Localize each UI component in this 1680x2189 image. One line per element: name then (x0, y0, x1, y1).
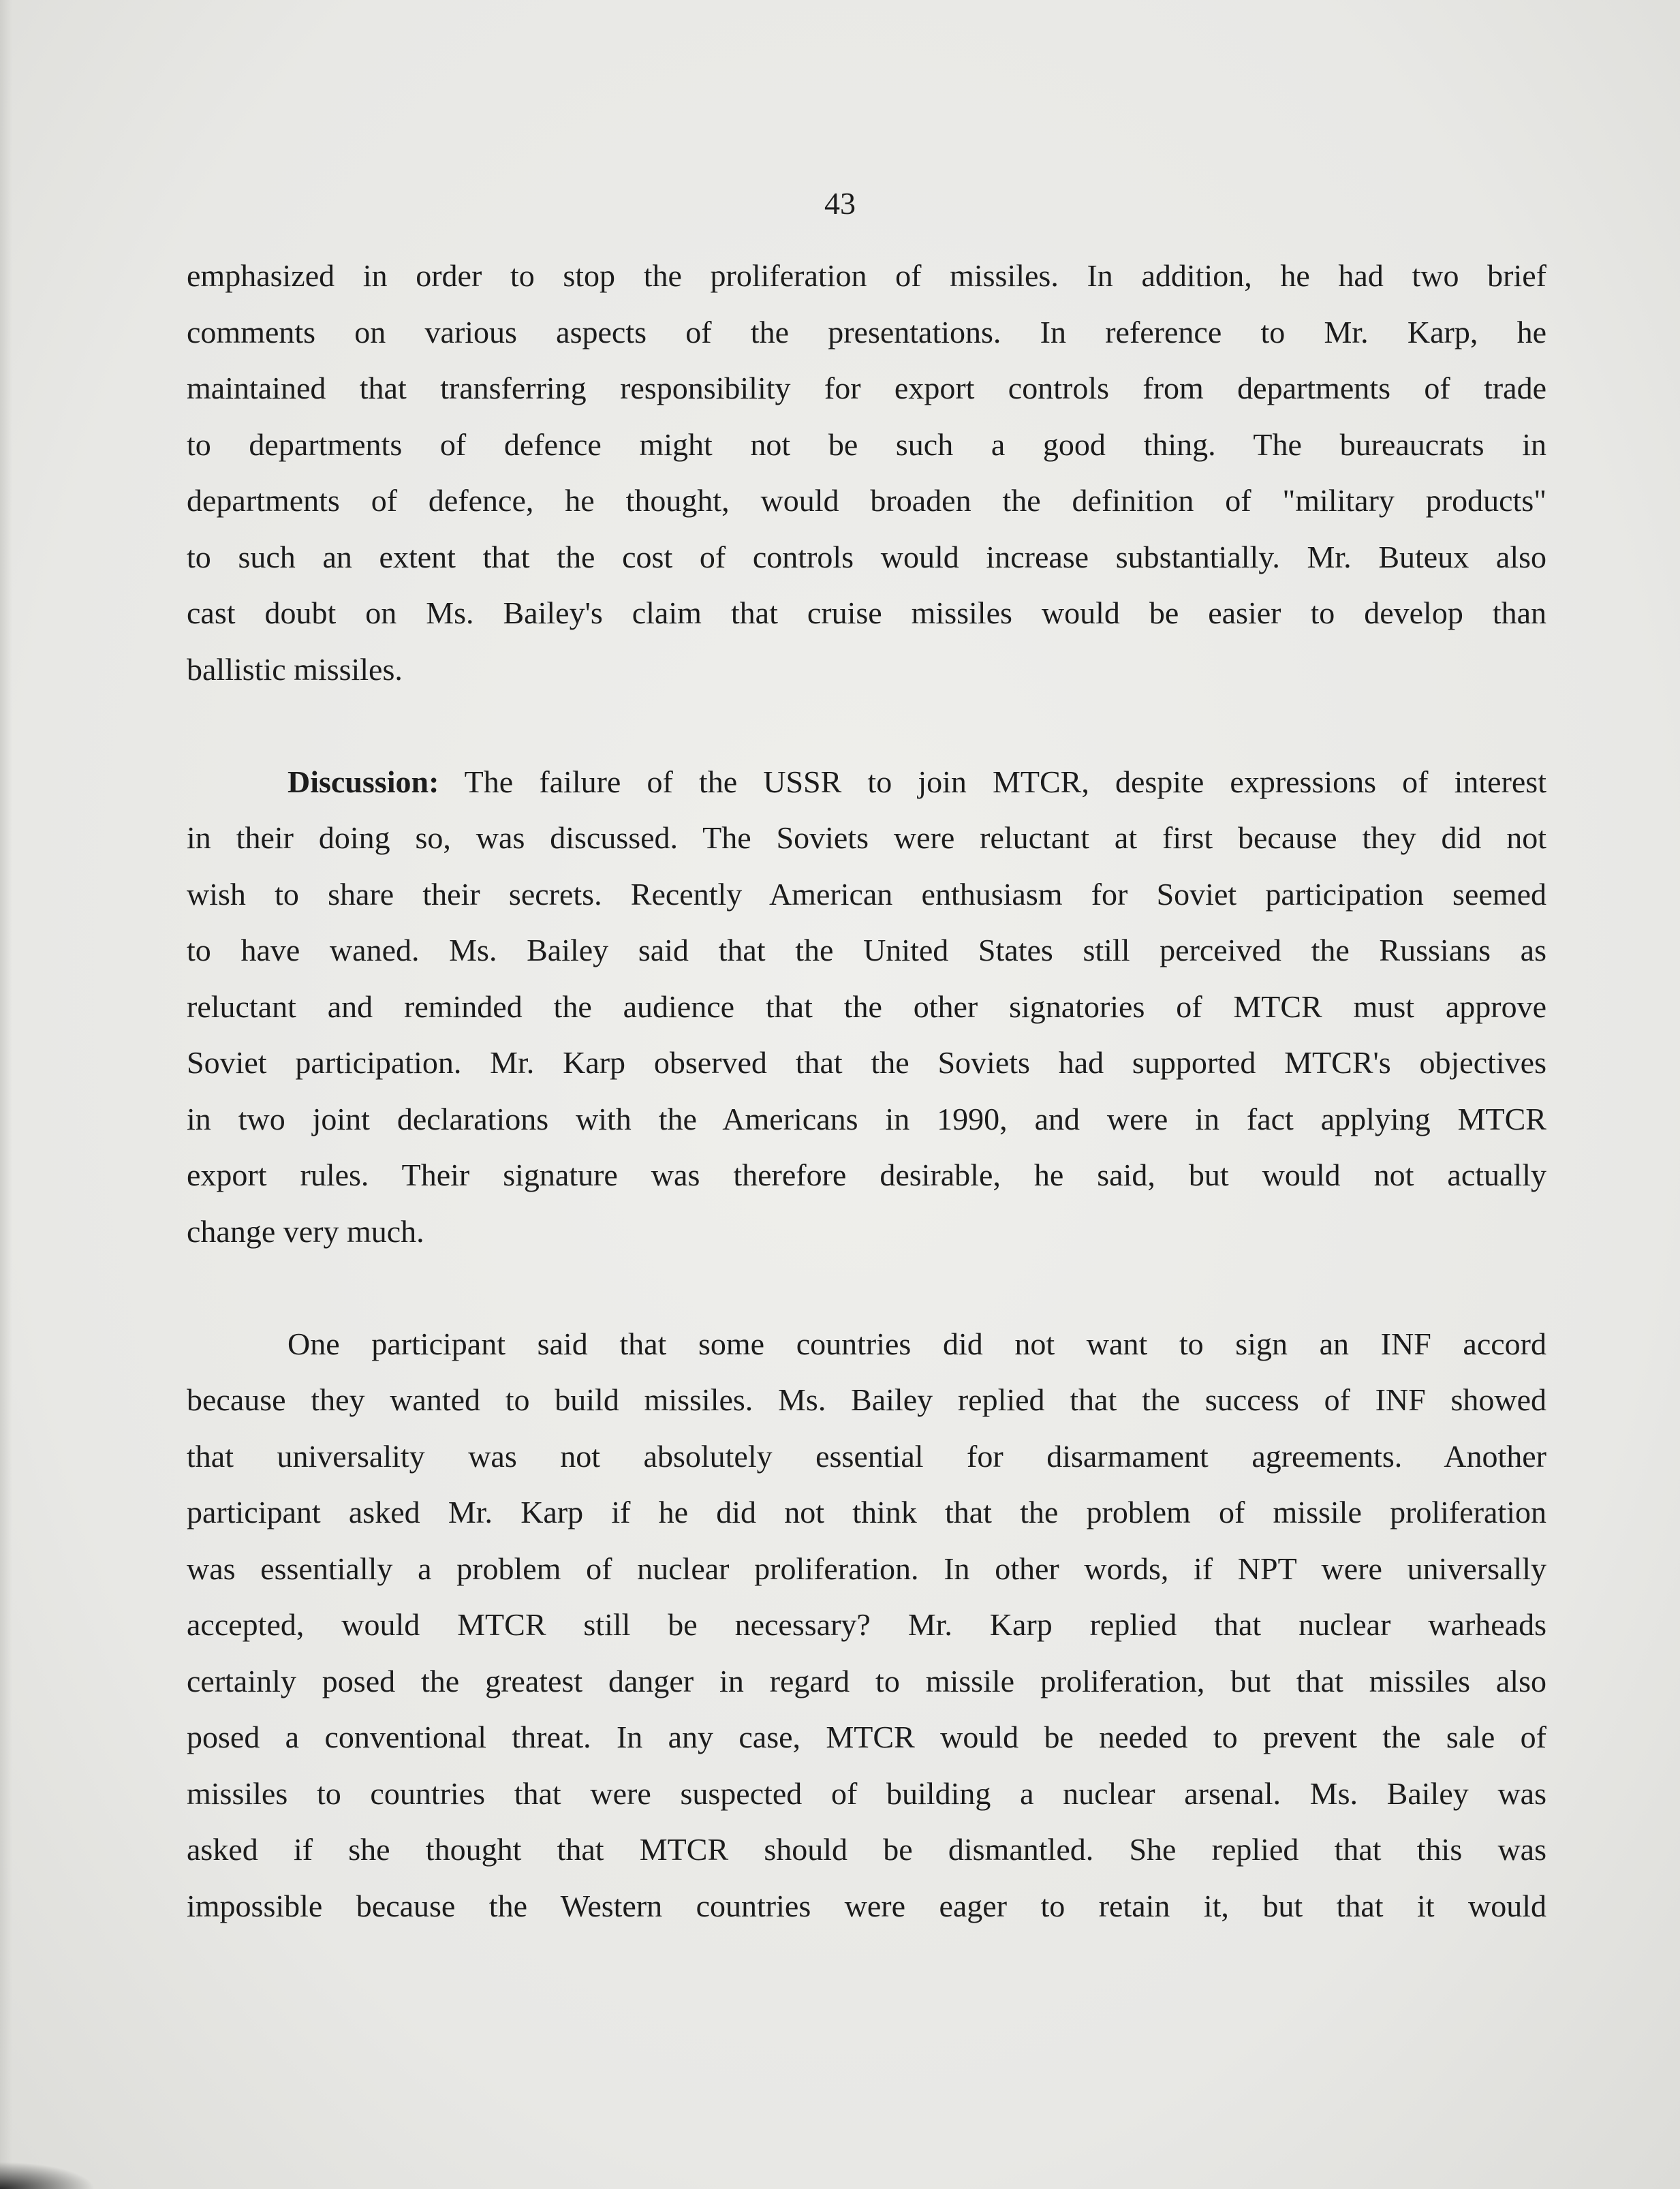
text-line: was essentially a problem of nuclear proliferation. In other words, if NPT were universally (187, 1551, 1546, 1586)
text-line: comments on various aspects of the presentations. In reference to Mr. Karp, he (187, 314, 1546, 350)
text-line: in two joint declarations with the Americans in 1990, and were in fact applying MTCR (187, 1101, 1546, 1136)
text-line: to such an extent that the cost of controls would increase substantially. Mr. Buteux also (187, 539, 1546, 574)
text-line: maintained that transferring responsibility for export controls from departments of trade (187, 371, 1546, 405)
scan-shadow-left (0, 0, 12, 2189)
text-line: because they wanted to build missiles. Ms. Bailey replied that the success of INF showed (187, 1382, 1546, 1417)
text-line: reluctant and reminded the audience that the other signatories of MTCR must approve (187, 989, 1546, 1024)
text-line: asked if she thought that MTCR should be dismantled. She replied that this was (187, 1832, 1546, 1867)
discussion-label: Discussion: (287, 764, 439, 799)
text-line: departments of defence, he thought, would broaden the definition of "military products" (187, 483, 1546, 518)
text-line: certainly posed the greatest danger in regard to missile proliferation, but that missiles also (187, 1663, 1546, 1698)
paragraph-continuation (187, 248, 1546, 698)
text-line: wish to share their secrets. Recently American enthusiasm for Soviet participation seemed (187, 876, 1546, 912)
text-run: The failure of the USSR to join MTCR, despite expressions of interest (439, 764, 1546, 799)
paragraph-gap (187, 1260, 1546, 1316)
text-line: posed a conventional threat. In any case, MTCR would be needed to prevent the sale of (187, 1720, 1546, 1754)
paragraph-participants (187, 1316, 1546, 1935)
text-line: accepted, would MTCR still be necessary? Mr. Karp replied that nuclear warheads (187, 1607, 1546, 1642)
scan-shadow-corner (0, 2162, 95, 2189)
text-line: Soviet participation. Mr. Karp observed that the Soviets had supported MTCR's objectives (187, 1045, 1546, 1080)
text-line: in their doing so, was discussed. The Soviets were reluctant at first because they did not (187, 820, 1546, 855)
text-line: change very much. (187, 1213, 424, 1249)
text-line: One participant said that some countries did not want to sign an INF accord (287, 1326, 1546, 1361)
text-line: ballistic missiles. (187, 651, 403, 687)
text-line: missiles to countries that were suspected of building a nuclear arsenal. Ms. Bailey was (187, 1775, 1546, 1811)
text-line: impossible because the Western countries were eager to retain it, but that it would (187, 1888, 1546, 1923)
page-number: 43 (824, 186, 856, 221)
text-line: export rules. Their signature was therefore desirable, he said, but would not actually (187, 1158, 1546, 1192)
text-line: that universality was not absolutely essential for disarmament agreements. Another (187, 1438, 1546, 1474)
body-text (187, 248, 1546, 1934)
paragraph-discussion (187, 754, 1546, 1260)
text-line: to departments of defence might not be such a good thing. The bureaucrats in (187, 426, 1546, 462)
text-line: emphasized in order to stop the proliferation of missiles. In addition, he had two brief (187, 258, 1546, 293)
text-line (187, 754, 1546, 811)
text-line: to have waned. Ms. Bailey said that the United States still perceived the Russians as (187, 933, 1546, 967)
paragraph-gap (187, 698, 1546, 754)
text-line: cast doubt on Ms. Bailey's claim that cruise missiles would be easier to develop than (187, 595, 1546, 630)
text-line: participant asked Mr. Karp if he did not think that the problem of missile proliferation (187, 1495, 1546, 1530)
